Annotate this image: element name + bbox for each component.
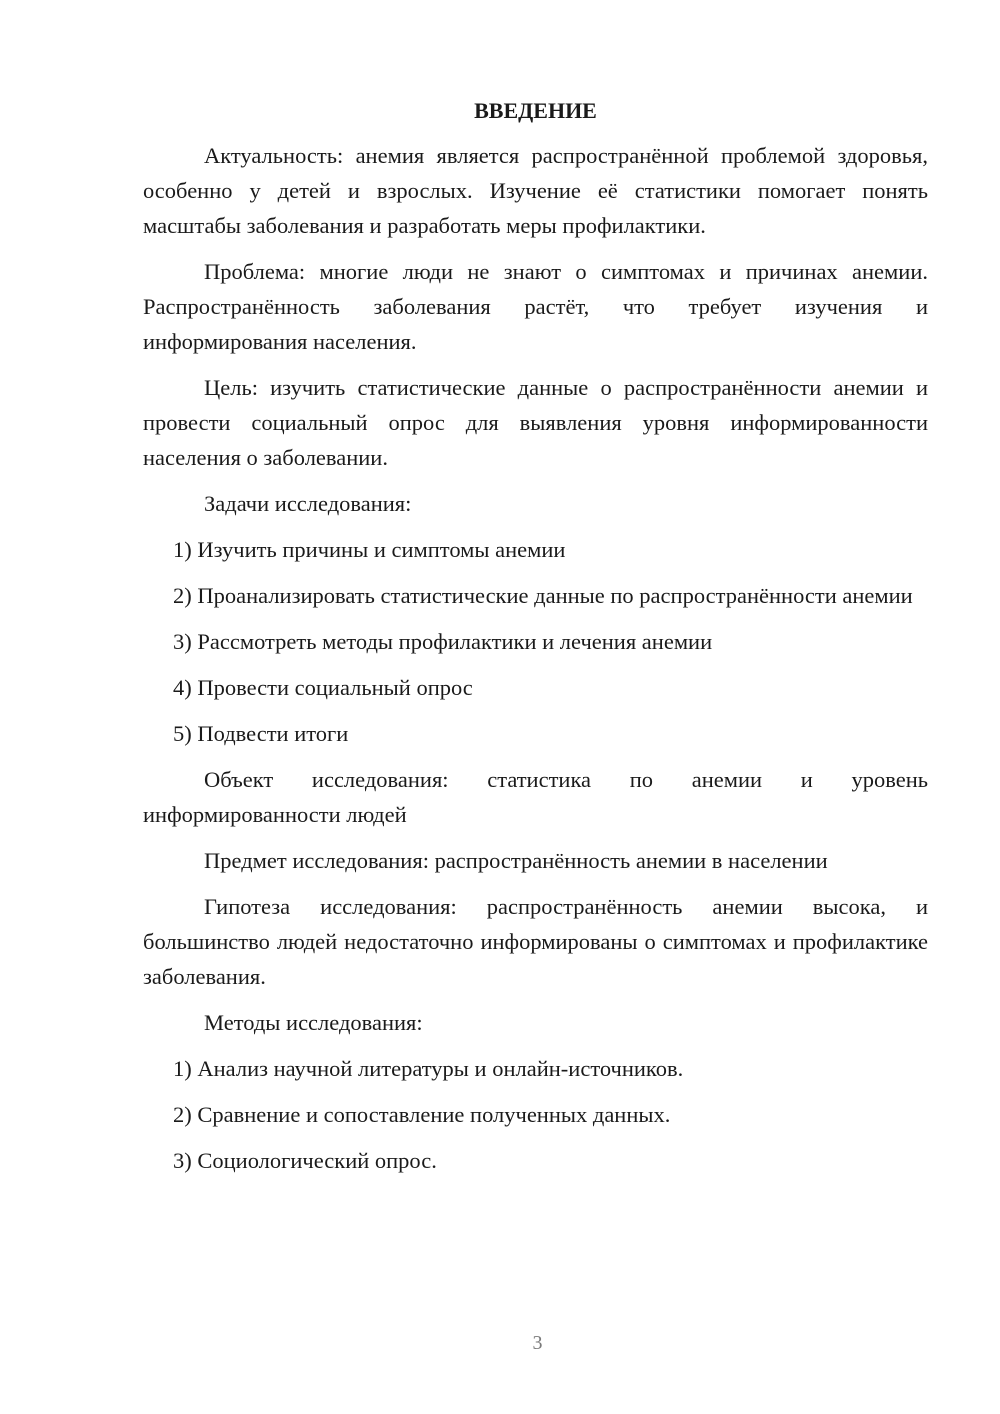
task-item-2: 2) Проанализировать статистические данные по распространённости анемии <box>173 583 913 608</box>
problem-paragraph: Проблема: многие люди не знают о симптомах и причинах анемии. Распространённость заболевания растёт, что требует изучения и информирования населения. <box>143 259 928 354</box>
goal-paragraph: Цель: изучить статистические данные о распространённости анемии и провести социальный опрос для выявления уровня информированности населения о заболевании. <box>143 375 928 470</box>
section-title: ВВЕДЕНИЕ <box>474 98 597 123</box>
task-item-4: 4) Провести социальный опрос <box>173 675 473 700</box>
task-item-1: 1) Изучить причины и симптомы анемии <box>173 537 566 562</box>
object-paragraph: Объект исследования: статистика по анемии и уровень информированности людей <box>143 767 928 827</box>
hypothesis-paragraph: Гипотеза исследования: распространённость анемии высока, и большинство людей недостаточно информированы о симптомах и профилактике заболевания. <box>143 894 928 989</box>
tasks-heading: Задачи исследования: <box>204 491 412 516</box>
task-item-3: 3) Рассмотреть методы профилактики и лечения анемии <box>173 629 713 654</box>
subject-paragraph: Предмет исследования: распространённость анемии в населении <box>204 848 828 873</box>
page-number: 3 <box>532 1332 543 1354</box>
task-item-5: 5) Подвести итоги <box>173 721 349 746</box>
methods-heading: Методы исследования: <box>204 1010 423 1035</box>
method-item-3: 3) Социологический опрос. <box>173 1148 437 1173</box>
method-item-2: 2) Сравнение и сопоставление полученных данных. <box>173 1102 671 1127</box>
document-page <box>143 95 928 1189</box>
relevance-paragraph: Актуальность: анемия является распространённой проблемой здоровья, особенно у детей и взрослых. Изучение её статистики помогает понять масштабы заболевания и разработать меры профилактики. <box>143 143 928 238</box>
method-item-1: 1) Анализ научной литературы и онлайн-источников. <box>173 1056 684 1081</box>
